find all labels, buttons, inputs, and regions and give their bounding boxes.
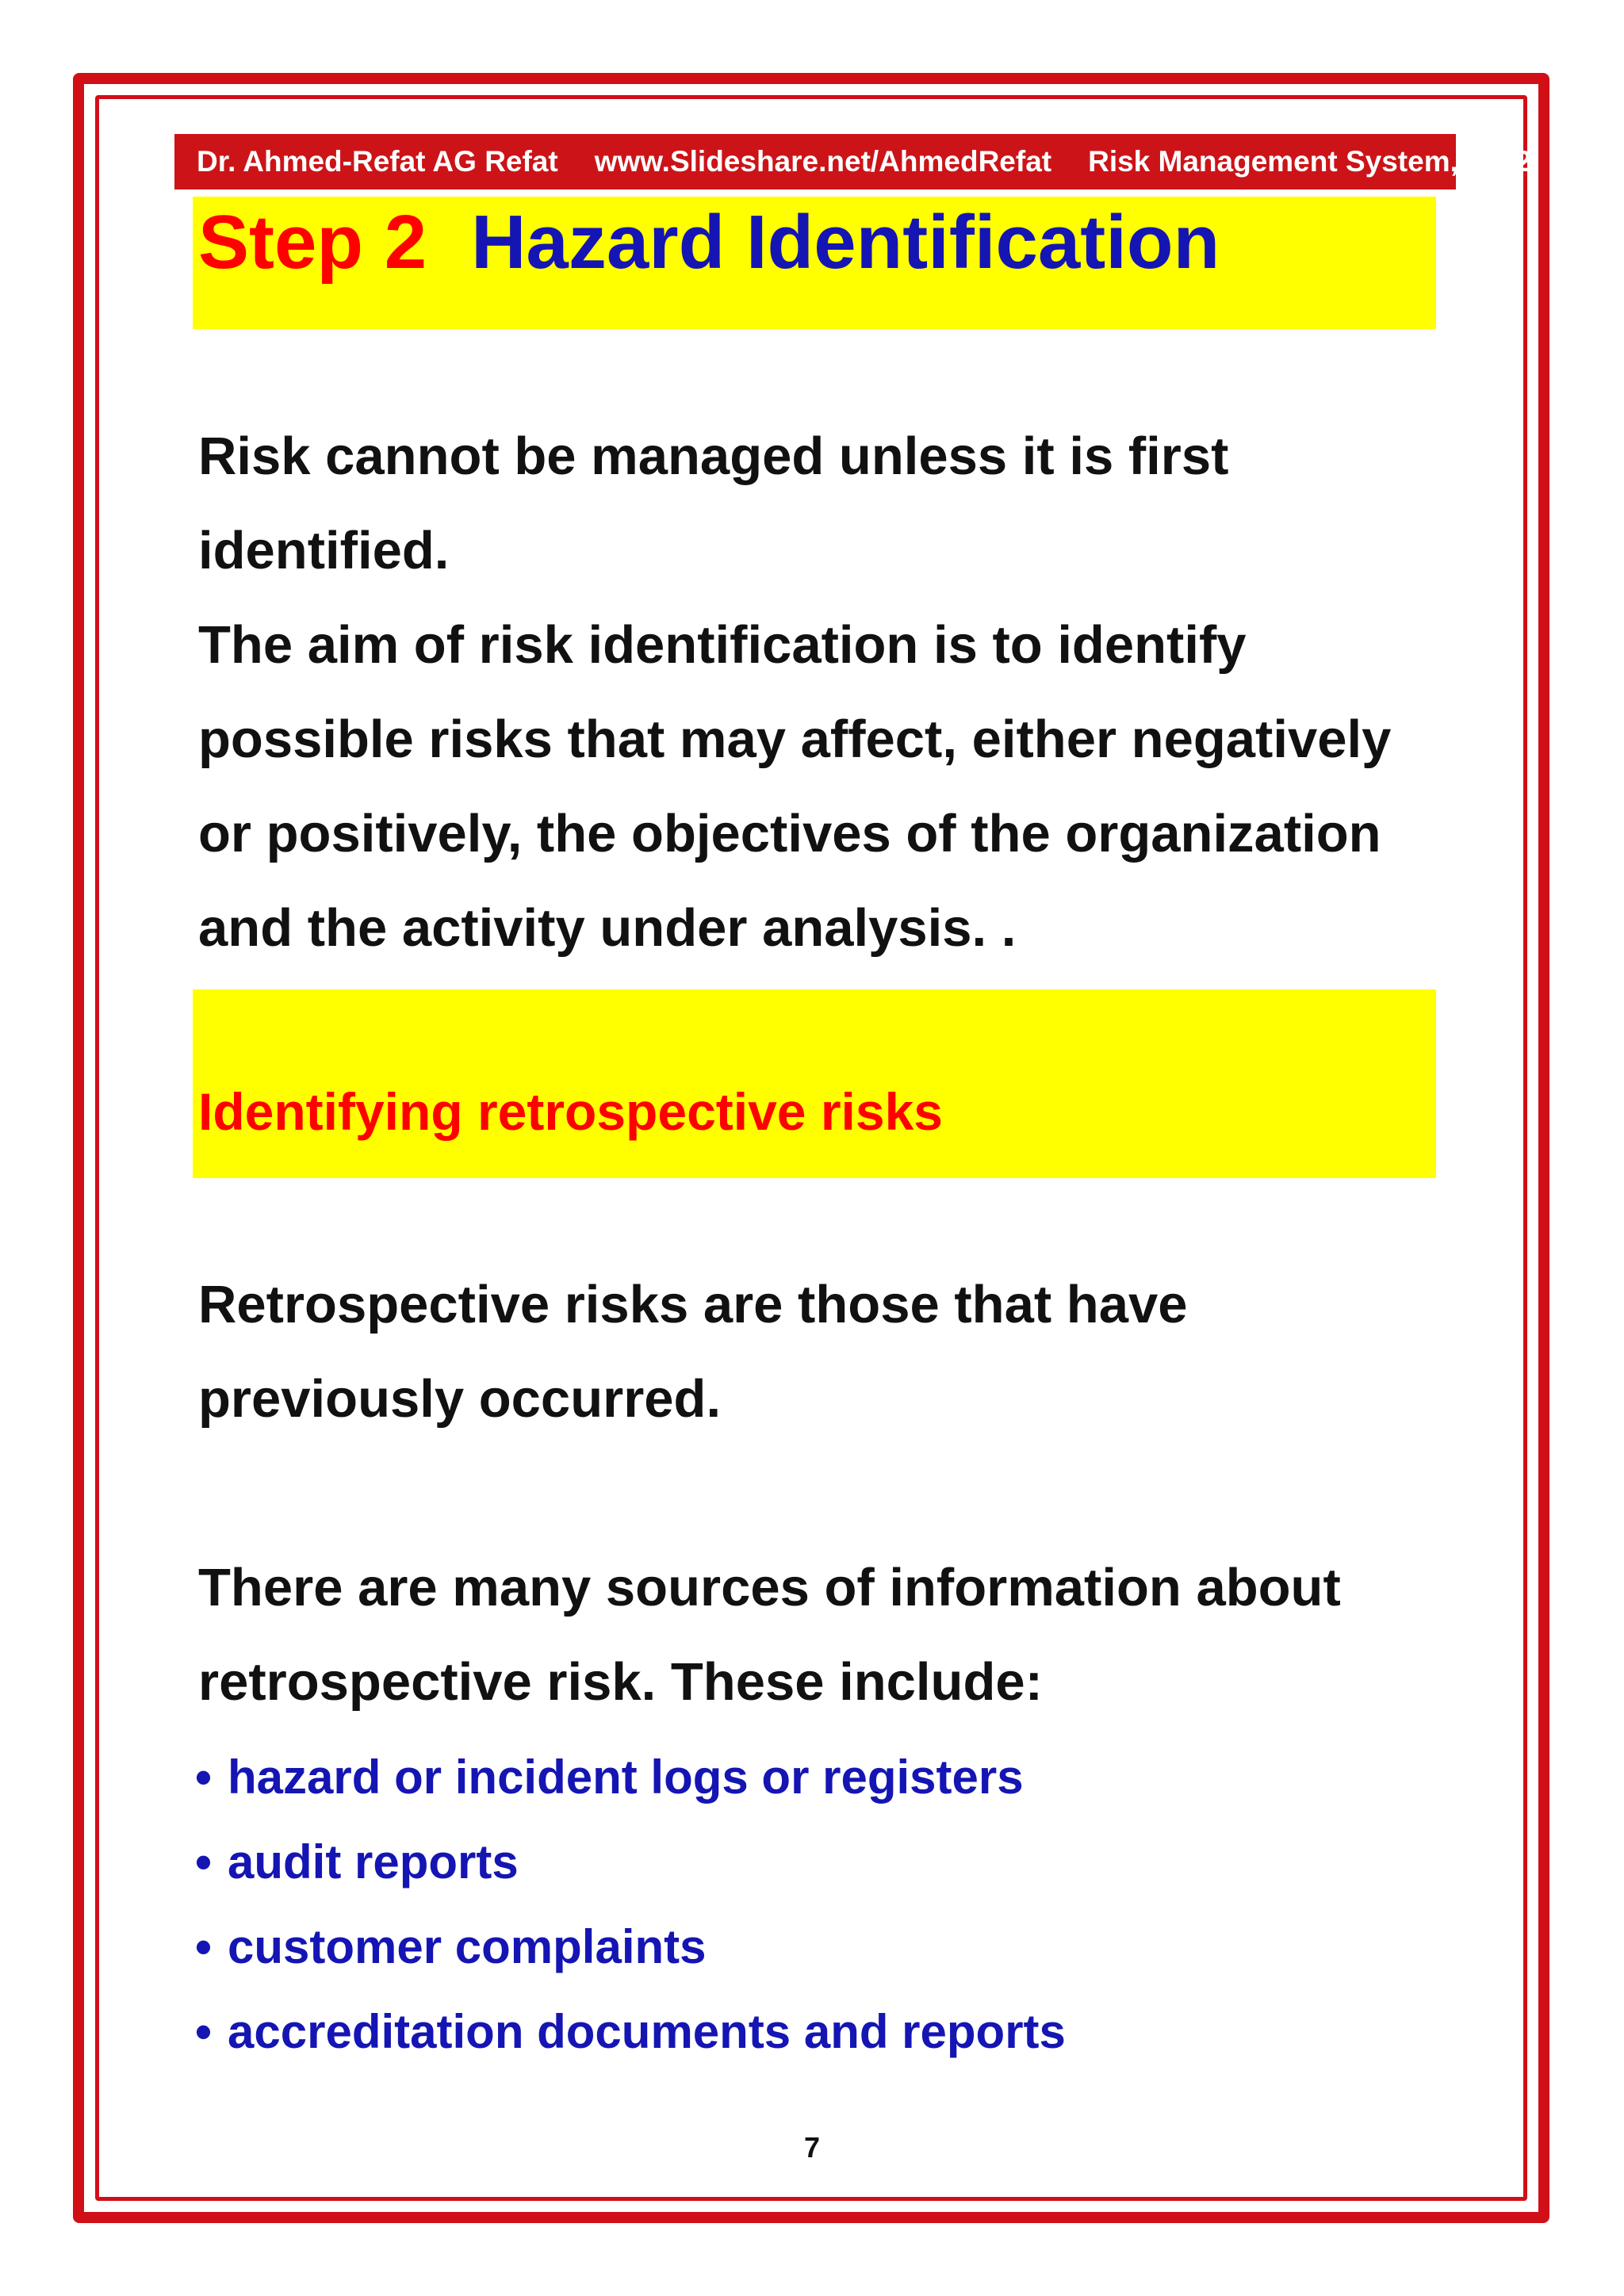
section-subheading: Identifying retrospective risks (198, 1082, 943, 1141)
intro-section (198, 409, 1435, 975)
page-title (198, 198, 1220, 287)
page-number: 7 (803, 2131, 821, 2164)
list-item-text: customer complaints (228, 1920, 707, 1973)
bullet-icon: • (195, 1920, 213, 1973)
list-item-text: audit reports (228, 1835, 519, 1888)
list-item-text: accreditation documents and reports (228, 2005, 1066, 2058)
sources-list (195, 1735, 1066, 2074)
list-item (195, 1820, 1066, 1904)
title-step-label: Step 2 (198, 200, 427, 285)
header-document-title: Risk Management System, 2012 (1088, 145, 1532, 178)
definition-paragraph: Retrospective risks are those that have previously occurred. (198, 1275, 1188, 1429)
list-item (195, 1735, 1066, 1820)
bullet-icon: • (195, 1835, 213, 1888)
aim-paragraph: The aim of risk identification is to identify possible risks that may affect, either negatively or positively, the objectives of the organization and the activity under analysis. . (198, 615, 1392, 958)
list-item (195, 1904, 1066, 1989)
title-heading: Hazard Identification (471, 200, 1220, 285)
running-header (174, 134, 1532, 189)
bullet-icon: • (195, 2005, 213, 2058)
sources-paragraph: There are many sources of information about retrospective risk. These include: (198, 1558, 1341, 1712)
list-item-text: hazard or incident logs or registers (228, 1751, 1024, 1804)
bullet-icon: • (195, 1751, 213, 1804)
list-item (195, 1989, 1066, 2074)
header-author: Dr. Ahmed-Refat AG Refat (197, 145, 558, 178)
header-website: www.Slideshare.net/AhmedRefat (594, 145, 1052, 178)
intro-paragraph: Risk cannot be managed unless it is first identified. (198, 427, 1229, 580)
